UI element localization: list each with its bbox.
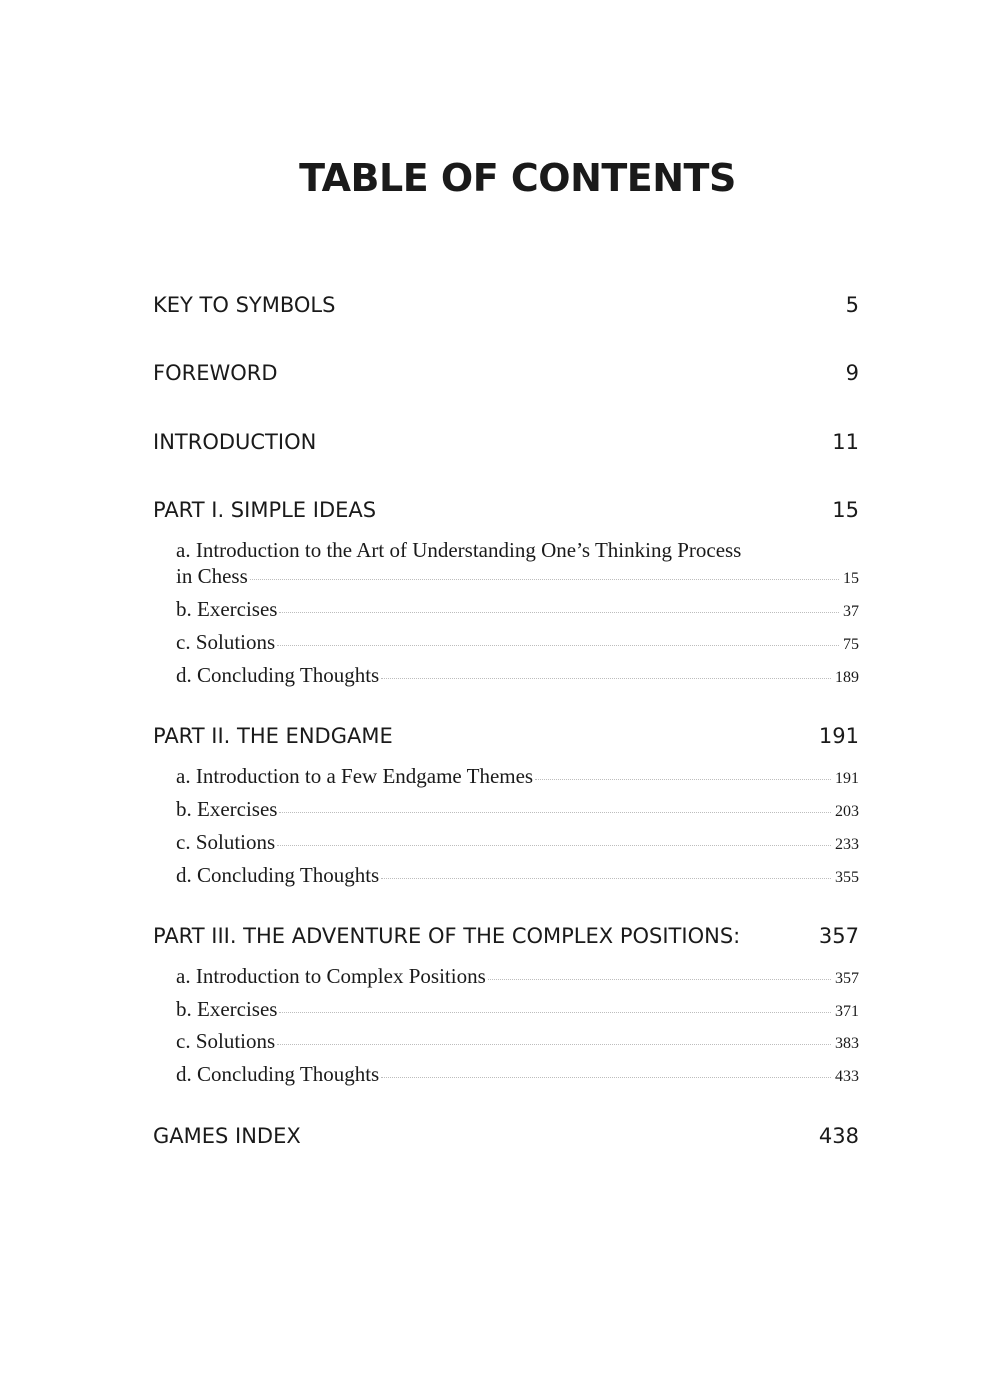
- toc-entry-page: 11: [832, 430, 859, 454]
- toc-entry-label: INTRODUCTION: [153, 430, 317, 454]
- toc-subentry-label: b. Exercises: [176, 597, 278, 621]
- toc-entry-part-2[interactable]: [153, 724, 859, 748]
- toc-subentry-page: 37: [843, 603, 859, 620]
- dot-leader: [381, 678, 831, 679]
- toc-subentry-page: 191: [835, 770, 859, 787]
- dot-leader: [279, 612, 839, 613]
- dot-leader: [277, 845, 831, 846]
- toc-entry-page: 357: [818, 924, 859, 948]
- toc-entry-key-to-symbols[interactable]: [153, 293, 859, 317]
- toc-entry-page: 438: [818, 1124, 859, 1148]
- toc-subentry-page: 357: [835, 970, 859, 987]
- toc-subentry-label: c. Solutions: [176, 630, 276, 654]
- toc-subentry-label: b. Exercises: [176, 797, 278, 821]
- dot-leader: [279, 812, 831, 813]
- toc-subentry-page: 371: [835, 1003, 859, 1020]
- toc-subentry-label: c. Solutions: [176, 830, 276, 854]
- dot-leader: [381, 878, 831, 879]
- toc-subentry-page: 189: [835, 669, 859, 686]
- toc-subentry-part-2-c[interactable]: [176, 830, 859, 855]
- page-title: TABLE OF CONTENTS: [299, 156, 736, 200]
- dot-leader: [488, 979, 831, 980]
- toc-subentry-label: b. Exercises: [176, 997, 278, 1021]
- dot-leader: [381, 1077, 831, 1078]
- toc-subentry-label: d. Concluding Thoughts: [176, 1062, 380, 1086]
- toc-subentry-page: 355: [835, 869, 859, 886]
- toc-subentry-part-1-b[interactable]: [176, 597, 859, 622]
- toc-subentry-page: 203: [835, 803, 859, 820]
- toc-entry-introduction[interactable]: [153, 430, 859, 454]
- toc-entry-label: GAMES INDEX: [153, 1124, 301, 1148]
- toc-subentry-label: d. Concluding Thoughts: [176, 863, 380, 887]
- toc-subentry-label: d. Concluding Thoughts: [176, 663, 380, 687]
- dot-leader: [279, 1012, 831, 1013]
- toc-subentry-part-1-a[interactable]: [176, 538, 859, 589]
- toc-subentry-part-3-d[interactable]: [176, 1062, 859, 1087]
- toc-subentry-label: c. Solutions: [176, 1029, 276, 1053]
- toc-entry-foreword[interactable]: [153, 361, 859, 385]
- toc-entry-label: KEY TO SYMBOLS: [153, 293, 336, 317]
- toc-entry-games-index[interactable]: [153, 1124, 859, 1148]
- toc-subentry-page: 75: [843, 636, 859, 653]
- toc-subentry-page: 433: [835, 1068, 859, 1085]
- toc-subentry-part-1-d[interactable]: [176, 663, 859, 688]
- toc-subentry-part-1-c[interactable]: [176, 630, 859, 655]
- toc-subentry-part-3-a[interactable]: [176, 964, 859, 989]
- toc-entry-label: PART I. SIMPLE IDEAS: [153, 498, 377, 522]
- toc-subentry-label: a. Introduction to a Few Endgame Themes: [176, 764, 534, 788]
- toc-entry-label: PART II. THE ENDGAME: [153, 724, 393, 748]
- dot-leader: [277, 645, 839, 646]
- toc-subentry-label-line1: a. Introduction to the Art of Understanding One’s Thinking Process: [176, 538, 742, 562]
- toc-entry-label: PART III. THE ADVENTURE OF THE COMPLEX POSITIONS:: [153, 924, 741, 948]
- toc-entry-label: FOREWORD: [153, 361, 278, 385]
- dot-leader: [535, 779, 831, 780]
- toc-entry-part-3[interactable]: [153, 924, 859, 948]
- toc-subentry-page: 383: [835, 1035, 859, 1052]
- toc-subentry-part-3-b[interactable]: [176, 997, 859, 1022]
- toc-subentry-page: 233: [835, 836, 859, 853]
- toc-subentry-part-3-c[interactable]: [176, 1029, 859, 1054]
- toc-entry-page: 191: [818, 724, 859, 748]
- dot-leader: [277, 1044, 831, 1045]
- toc-entry-part-1[interactable]: [153, 498, 859, 522]
- toc-entry-page: 9: [845, 361, 859, 385]
- toc-subentry-part-2-d[interactable]: [176, 863, 859, 888]
- toc-entry-page: 5: [845, 293, 859, 317]
- toc-subentry-part-2-b[interactable]: [176, 797, 859, 822]
- toc-subentry-page: 15: [843, 570, 859, 587]
- toc-subentry-label: a. Introduction to Complex Positions: [176, 964, 486, 988]
- toc-subentry-label-line2: in Chess: [176, 564, 248, 588]
- toc-subentry-part-2-a[interactable]: [176, 764, 859, 789]
- dot-leader: [250, 579, 839, 580]
- toc-entry-page: 15: [832, 498, 859, 522]
